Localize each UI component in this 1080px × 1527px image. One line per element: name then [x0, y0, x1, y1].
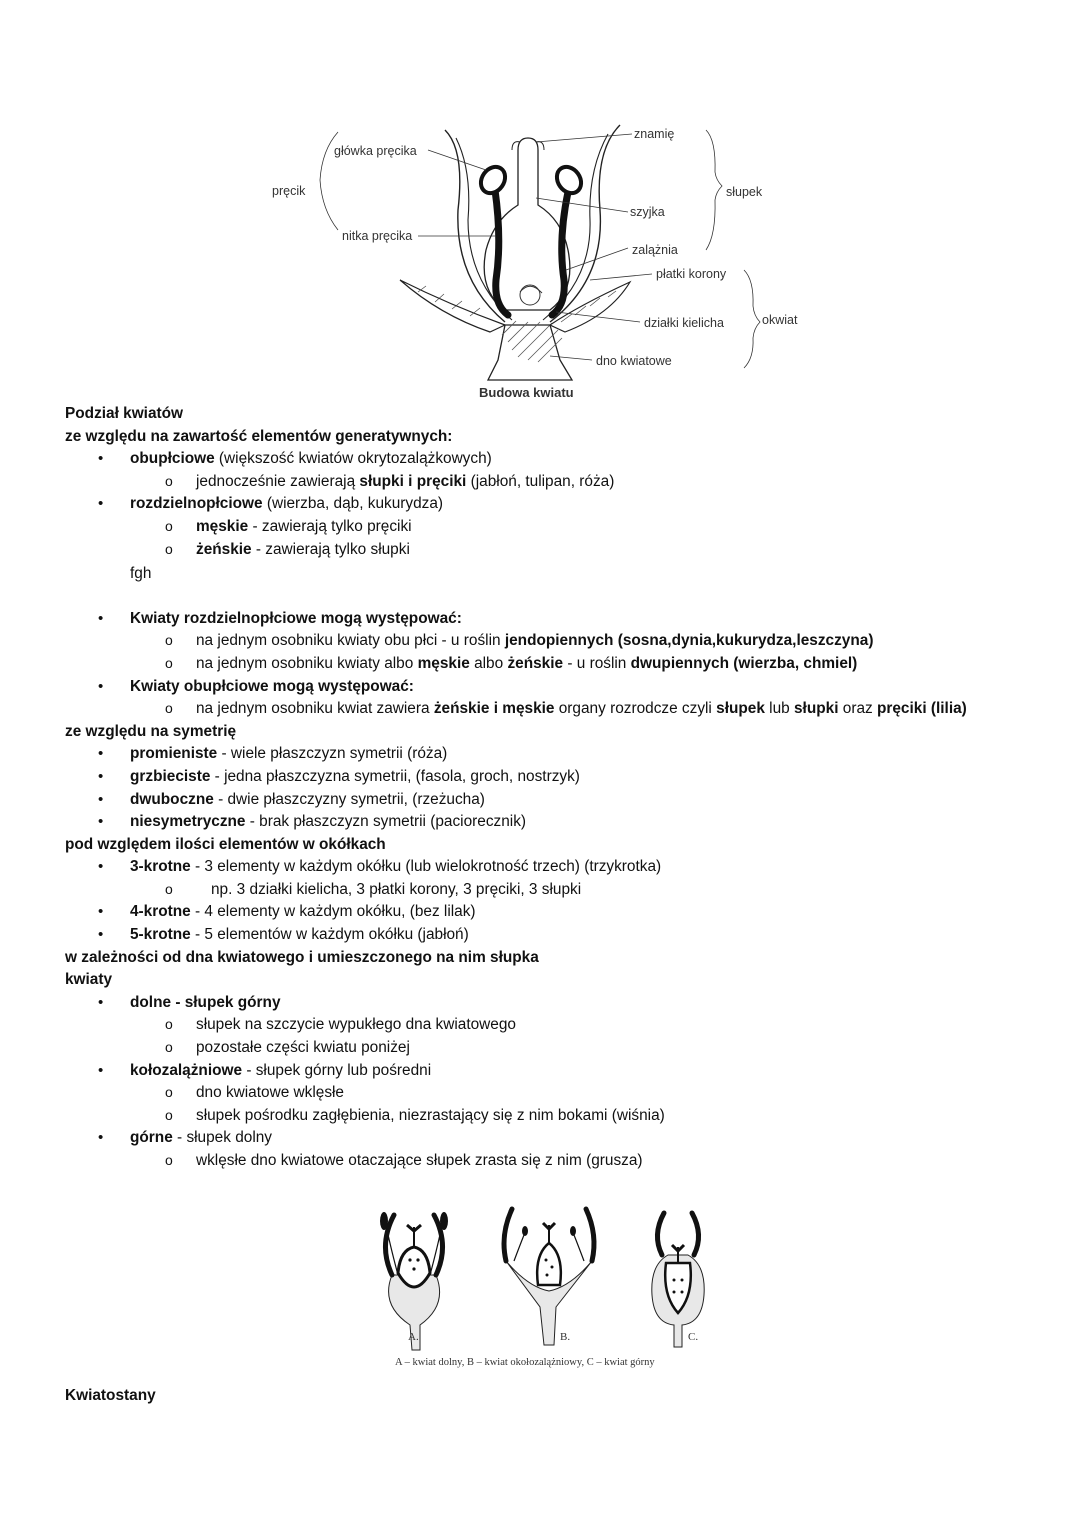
list-item: • dwuboczne - dwie płaszczyzny symetrii, (rzeżucha)	[65, 789, 1055, 812]
label-okwiat: okwiat	[762, 313, 798, 327]
label-znamie: znamię	[634, 127, 675, 141]
label-a: A.	[408, 1331, 419, 1343]
flower-type-b	[504, 1209, 594, 1345]
section-title-symetria: ze względu na symetrię	[65, 722, 237, 740]
label-precik: pręcik	[272, 184, 306, 198]
list-subitem: o dno kwiatowe wklęsłe	[65, 1082, 1055, 1105]
list-item: • promieniste - wiele płaszczyzn symetrii (róża)	[65, 743, 1055, 766]
list-item: • kołozalążniowe - słupek górny lub pośredni	[65, 1060, 1055, 1083]
stray-text: fgh	[130, 565, 152, 583]
figure-caption-bottom: A – kwiat dolny, B – kwiat okołozalążniowy, C – kwiat górny	[395, 1357, 655, 1368]
label-dno-kwiatowe: dno kwiatowe	[596, 354, 672, 368]
list-item: • 3-krotne - 3 elementy w każdym okółku (lub wielokrotność trzech) (trzykrotka)	[65, 856, 1055, 879]
list-subitem: o męskie - zawierają tylko pręciki	[65, 516, 1055, 539]
flower-types-figure	[370, 1195, 730, 1375]
list-item: • 5-krotne - 5 elementów w każdym okółku (jabłoń)	[65, 924, 1055, 947]
label-glowka-precika: główka pręcika	[334, 144, 417, 158]
list-item-obuplciowe-wystepowanie: • Kwiaty obupłciowe mogą występować:	[65, 676, 1055, 699]
flower-type-c	[652, 1213, 704, 1347]
section-title-okolki: pod względem ilości elementów w okółkach	[65, 835, 386, 853]
list-subitem: o żeńskie - zawierają tylko słupki	[65, 539, 1055, 562]
list-item-rozdzielno-wystepowanie: • Kwiaty rozdzielnopłciowe mogą występować:	[65, 608, 1055, 631]
section-title-kwiatostany: Kwiatostany	[65, 1387, 156, 1404]
list-subitem: o słupek pośrodku zagłębienia, niezrastający się z nim bokami (wiśnia)	[65, 1105, 1055, 1128]
label-platki-korony: płatki korony	[656, 267, 727, 281]
label-b: B.	[560, 1331, 571, 1343]
label-nitka-precika: nitka pręcika	[342, 229, 413, 243]
list-item: • dolne - słupek górny	[65, 992, 1055, 1015]
label-dzialki-kielicha: działki kielicha	[644, 316, 724, 330]
label-zalaznia: zalążnia	[632, 243, 678, 257]
flower-structure-figure	[250, 110, 810, 405]
list-item: • górne - słupek dolny	[65, 1127, 1055, 1150]
list-subitem: o na jednym osobniku kwiat zawiera żeńskie i męskie organy rozrodcze czyli słupek lub słupki oraz pręciki (lilia)	[65, 698, 1055, 721]
list-item-rozdzielnoplciowe: • rozdzielnopłciowe (wierzba, dąb, kukurydza)	[65, 493, 1055, 516]
list-subitem: o jednocześnie zawierają słupki i pręciki (jabłoń, tulipan, róża)	[65, 471, 1055, 494]
list-subitem: o słupek na szczycie wypukłego dna kwiatowego	[65, 1014, 1055, 1037]
section-subtitle-generatywne: ze względu na zawartość elementów generatywnych:	[65, 427, 453, 445]
list-subitem: o pozostałe części kwiatu poniżej	[65, 1037, 1055, 1060]
list-item: • grzbieciste - jedna płaszczyzna symetrii, (fasola, groch, nostrzyk)	[65, 766, 1055, 789]
list-item: • 4-krotne - 4 elementy w każdym okółku, (bez lilak)	[65, 901, 1055, 924]
label-szyjka: szyjka	[630, 205, 665, 219]
label-c: C.	[688, 1331, 699, 1343]
label-slupek: słupek	[726, 185, 763, 199]
section-title-dno: w zależności od dna kwiatowego i umieszczonego na nim słupka	[65, 948, 539, 966]
section-title-kwiaty: kwiaty	[65, 971, 113, 989]
list-subitem: o np. 3 działki kielicha, 3 płatki korony, 3 pręciki, 3 słupki	[65, 879, 1055, 902]
document-body	[65, 403, 1055, 1173]
list-item-obuplciowe: • obupłciowe (większość kwiatów okrytozalążkowych)	[65, 448, 1055, 471]
flower-type-a	[380, 1212, 448, 1350]
figure-caption-top: Budowa kwiatu	[479, 385, 574, 400]
list-subitem: o na jednym osobniku kwiaty obu płci - u roślin jendopiennych (sosna,dynia,kukurydza,leszczyna)	[65, 630, 1055, 653]
section-title-podzial: Podział kwiatów	[65, 405, 184, 422]
list-item: • niesymetryczne - brak płaszczyzn symetrii (paciorecznik)	[65, 811, 1055, 834]
list-subitem: o na jednym osobniku kwiaty albo męskie albo żeńskie - u roślin dwupiennych (wierzba, chmiel)	[65, 653, 1055, 676]
list-subitem: o wklęsłe dno kwiatowe otaczające słupek zrasta się z nim (grusza)	[65, 1150, 1055, 1173]
